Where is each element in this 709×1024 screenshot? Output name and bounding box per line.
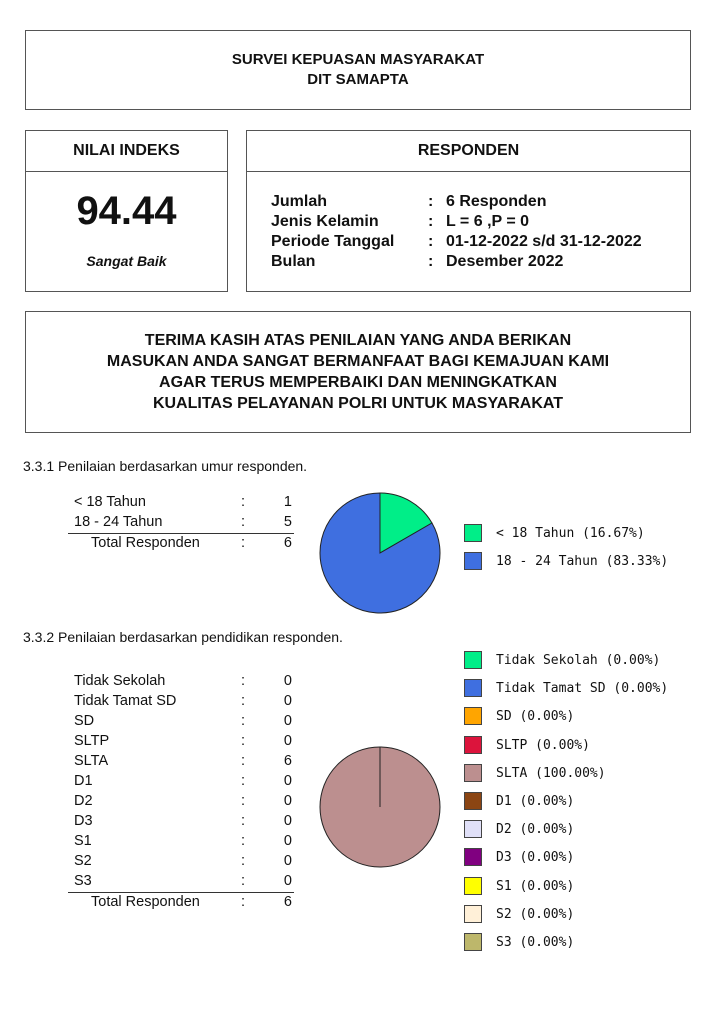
legend-swatch [464,552,482,570]
respondent-label: Periode Tanggal [271,233,395,250]
row-colon: : [241,673,246,689]
age-legend [464,524,704,584]
row-label: SD [74,713,95,729]
row-value: 0 [283,833,292,849]
education-legend [464,651,704,956]
row-label: 18 - 24 Tahun [74,514,163,530]
legend-swatch [464,736,482,754]
row-label: Tidak Sekolah [74,673,166,689]
legend-label: D3 (0.00%) [496,850,575,866]
respondent-colon: : [428,233,434,250]
respondent-heading: RESPONDEN [247,131,690,172]
legend-swatch [464,764,482,782]
legend-label: S1 (0.00%) [496,878,575,894]
row-colon: : [241,514,246,530]
respondent-colon: : [428,193,434,210]
row-colon: : [241,813,246,829]
legend-swatch [464,877,482,895]
row-value: 0 [283,733,292,749]
legend-swatch [464,905,482,923]
row-colon: : [241,693,246,709]
row-colon: : [241,773,246,789]
thank-you-line: TERIMA KASIH ATAS PENILAIAN YANG ANDA BERIKAN [144,332,572,349]
row-value: 0 [283,673,292,689]
row-colon: : [241,733,246,749]
row-label: D1 [74,773,93,789]
age-table [74,492,304,562]
thank-you-line: AGAR TERUS MEMPERBAIKI DAN MENINGKATKAN [159,374,557,391]
row-label: D2 [74,793,93,809]
respondent-value: L = 6 ,P = 0 [446,213,530,230]
row-colon: : [241,873,246,889]
total-label: Total Responden [91,894,200,910]
respondent-row [271,232,642,252]
respondent-row [271,252,563,272]
row-label: < 18 Tahun [74,494,146,510]
respondent-value: Desember 2022 [446,253,564,270]
legend-swatch [464,651,482,669]
row-value: 0 [283,813,292,829]
legend-label: Tidak Tamat SD (0.00%) [496,681,669,697]
row-value: 0 [283,693,292,709]
total-value: 6 [283,894,292,910]
legend-label: S3 (0.00%) [496,935,575,950]
thank-you-line: KUALITAS PELAYANAN POLRI UNTUK MASYARAKAT [152,395,564,412]
row-value: 0 [283,713,292,729]
respondent-box [246,130,691,292]
respondent-colon: : [428,253,434,270]
respondent-colon: : [428,213,434,230]
legend-label: SD (0.00%) [496,709,575,725]
row-colon: : [241,793,246,809]
legend-swatch [464,933,482,951]
total-colon: : [241,535,246,551]
legend-label: SLTA (100.00%) [496,765,606,781]
respondent-value: 6 Responden [446,193,547,210]
respondent-label: Jumlah [271,193,328,210]
index-value: 94.44 [76,189,177,233]
legend-label: < 18 Tahun (16.67%) [496,526,645,541]
education-pie-chart [319,746,441,868]
legend-label: D1 (0.00%) [496,794,575,809]
row-label: Tidak Tamat SD [74,693,177,709]
row-value: 6 [283,753,292,769]
respondent-label: Jenis Kelamin [271,213,379,230]
index-heading: NILAI INDEKS [26,131,227,172]
row-value: 0 [283,793,292,809]
legend-swatch [464,679,482,697]
row-label: S2 [74,853,92,869]
legend-swatch [464,848,482,866]
row-label: S3 [74,873,92,889]
report-title-box [25,30,691,110]
report-title: SURVEI KEPUASAN MASYARAKAT [231,51,485,68]
legend-swatch [464,820,482,838]
row-value: 5 [283,514,292,530]
total-label: Total Responden [91,535,200,551]
row-value: 0 [283,853,292,869]
row-label: SLTP [74,733,110,749]
row-value: 1 [283,494,292,510]
thank-you-box [25,311,691,433]
row-value: 0 [283,873,292,889]
respondent-row [271,192,546,212]
row-label: S1 [74,833,92,849]
legend-swatch [464,707,482,725]
legend-label: S2 (0.00%) [496,906,575,922]
total-colon: : [241,894,246,910]
age-pie-chart [319,492,441,614]
row-colon: : [241,713,246,729]
respondent-value: 01-12-2022 s/d 31-12-2022 [446,233,642,250]
row-colon: : [241,753,246,769]
row-value: 0 [283,773,292,789]
index-category: Sangat Baik [86,253,167,269]
legend-label: SLTP (0.00%) [496,737,590,753]
legend-label: 18 - 24 Tahun (83.33%) [496,554,669,569]
respondent-label: Bulan [271,253,316,270]
row-label: D3 [74,813,93,829]
row-colon: : [241,494,246,510]
legend-label: Tidak Sekolah (0.00%) [496,653,661,668]
education-section-title: 3.3.2 Penilaian berdasarkan pendidikan responden. [23,629,343,645]
row-label: SLTA [74,753,109,769]
row-colon: : [241,833,246,849]
total-value: 6 [283,535,292,551]
thank-you-line: MASUKAN ANDA SANGAT BERMANFAAT BAGI KEMAJUAN KAMI [106,353,610,370]
education-table [74,671,304,916]
legend-swatch [464,524,482,542]
legend-label: D2 (0.00%) [496,822,575,838]
index-box [25,130,228,292]
respondent-row [271,212,529,232]
age-section-title: 3.3.1 Penilaian berdasarkan umur responden. [23,458,308,474]
legend-swatch [464,792,482,810]
row-colon: : [241,853,246,869]
report-subtitle: DIT SAMAPTA [307,71,409,88]
